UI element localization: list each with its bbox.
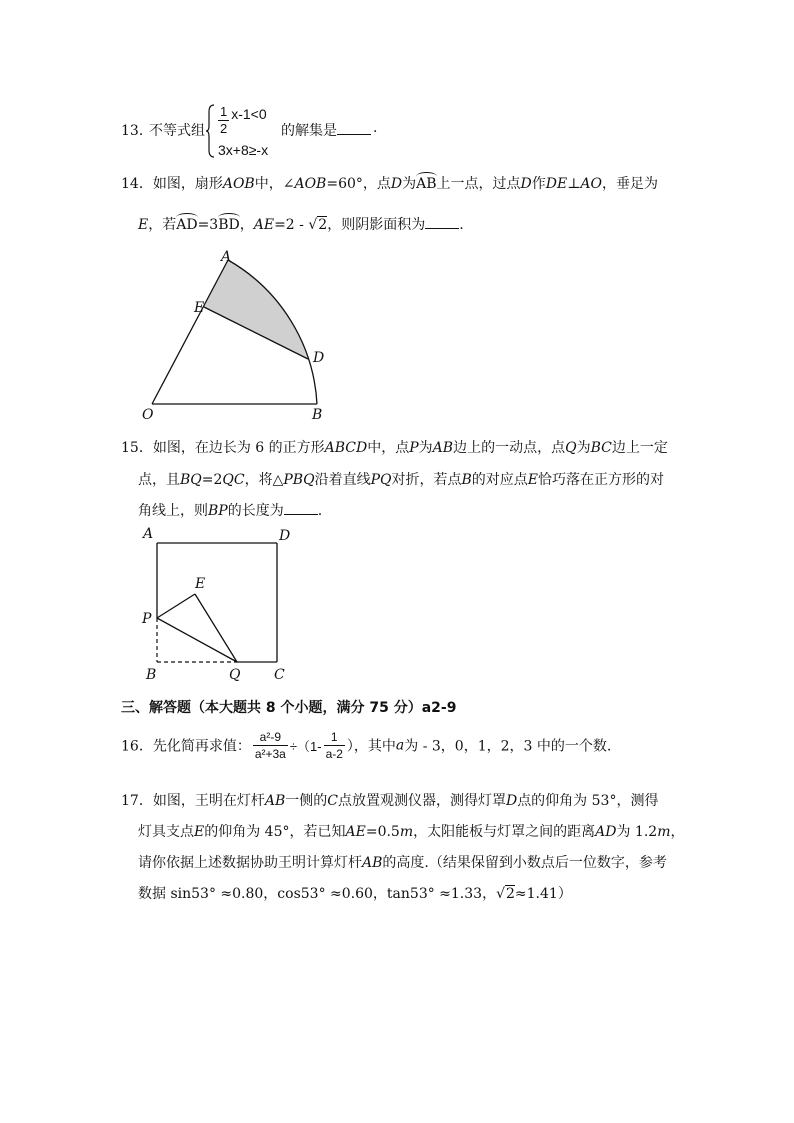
- answer-blank: [337, 120, 371, 135]
- question-17-line-1: 17．如图，王明在灯杆AB一侧的C点放置观测仪器，测得灯罩D点的仰角为 53°，测得: [121, 793, 659, 809]
- line-eq: [195, 594, 237, 662]
- label-o: O: [142, 407, 154, 423]
- question-17-line-4: 数据 sin53° ≈0.80，cos53° ≈0.60，tan53° ≈1.33，√2≈1.41）: [138, 886, 572, 902]
- label-p: P: [142, 611, 152, 627]
- line-pe: [157, 594, 195, 618]
- line-pq: [157, 618, 237, 662]
- question-13: [121, 104, 521, 158]
- label-d: D: [313, 350, 325, 366]
- question-14-line-1: 14．如图，扇形AOB中，∠AOB=60°，点D为AB上一点，过点D作DE⊥AO，垂足为: [121, 176, 658, 192]
- sqrt-sign: √: [308, 217, 318, 233]
- question-14-line-2: E，若AD=3BD，AE=2 - √2，则阴影面积为 .: [138, 214, 464, 234]
- left-brace-icon: [205, 104, 215, 158]
- question-15-line-3: 角线上，则BP的长度为 .: [138, 500, 322, 520]
- label-b: B: [146, 667, 157, 683]
- question-text: 的解集是: [281, 123, 337, 139]
- question-16: 16．先化简再求值： $\frac{\text{a²-9}}{\text{a²+3a}}$ ÷（1- $\frac{1}{a-2}$ ），其中a为 - 3，0，1，2，3 中的一个数.: [121, 730, 612, 761]
- label-a: A: [143, 526, 154, 542]
- arc-bd: BD: [218, 217, 240, 233]
- fraction: $\frac{1}{2}$: [220, 104, 228, 136]
- arc-ad: AD: [176, 217, 198, 233]
- section-heading: 三、解答题（本大题共 8 个小题，满分 75 分）a2-9: [121, 700, 457, 716]
- question-17-line-2: 灯具支点E的仰角为 45°，若已知AE=0.5m，太阳能板与灯罩之间的距离AD为 1.2m，: [138, 824, 685, 840]
- inequality-1: $\frac{1}{2}$ x-1<0: [220, 104, 267, 136]
- label-a: A: [221, 249, 232, 265]
- period: .: [373, 120, 378, 136]
- label-b: B: [312, 407, 323, 423]
- label-e: E: [195, 576, 206, 592]
- answer-blank: [425, 214, 459, 229]
- answer-blank: [284, 500, 318, 515]
- figure-15: [138, 522, 298, 687]
- inequality-2: 3x+8≥-x: [218, 142, 269, 158]
- figure-14: [135, 245, 345, 425]
- label-q: Q: [229, 667, 241, 683]
- sqrt-sign: √: [496, 886, 505, 902]
- label-d: D: [279, 528, 291, 544]
- line-oa: [152, 260, 228, 404]
- question-number: 13．: [121, 123, 153, 139]
- fraction-second: $\frac{1}{a-2}$: [325, 730, 343, 761]
- label-e: E: [194, 300, 205, 316]
- arc-ab: AB: [416, 176, 437, 192]
- question-15-line-2: 点，且BQ=2QC，将△PBQ沿着直线PQ对折，若点B的对应点E恰巧落在正方形的对: [138, 472, 665, 488]
- fraction-main: $\frac{\text{a²-9}}{\text{a²+3a}}$: [254, 730, 286, 761]
- label-c: C: [274, 667, 285, 683]
- question-text: 不等式组: [149, 123, 205, 139]
- question-15-line-1: 15．如图，在边长为 6 的正方形ABCD中，点P为AB边上的一动点，点Q为BC边上一定: [121, 440, 668, 456]
- question-17-line-3: 请你依据上述数据协助王明计算灯杆AB的高度.（结果保留到小数点后一位数字，参考: [138, 855, 667, 871]
